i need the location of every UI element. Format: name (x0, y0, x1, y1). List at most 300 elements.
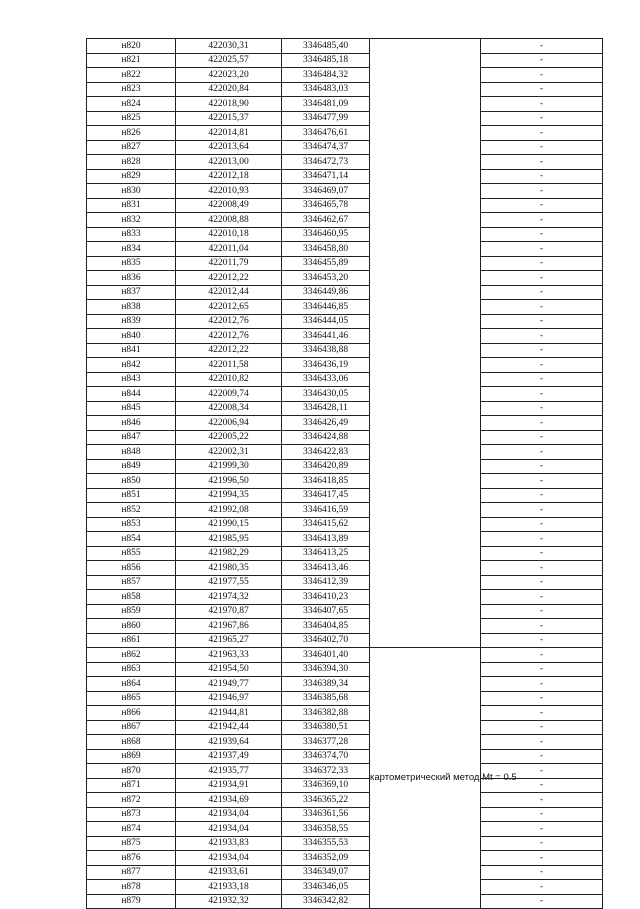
note-cell: - (481, 416, 603, 431)
table-row (87, 691, 603, 706)
table-row (87, 445, 603, 460)
note-cell: - (481, 314, 603, 329)
note-cell: - (481, 169, 603, 184)
y-coordinate-cell: 3346369,10 (282, 778, 370, 793)
table-row (87, 155, 603, 170)
point-name-cell: н864 (87, 677, 176, 692)
point-name-cell: н878 (87, 880, 176, 895)
y-coordinate-cell: 3346418,85 (282, 474, 370, 489)
y-coordinate-cell: 3346420,89 (282, 459, 370, 474)
x-coordinate-cell: 422008,88 (176, 213, 282, 228)
x-coordinate-cell: 422020,84 (176, 82, 282, 97)
x-coordinate-cell: 422012,18 (176, 169, 282, 184)
table-row (87, 329, 603, 344)
y-coordinate-cell: 3346455,89 (282, 256, 370, 271)
table-row (87, 111, 603, 126)
table-row (87, 720, 603, 735)
y-coordinate-cell: 3346444,05 (282, 314, 370, 329)
note-cell: - (481, 706, 603, 721)
x-coordinate-cell: 421934,91 (176, 778, 282, 793)
x-coordinate-cell: 421942,44 (176, 720, 282, 735)
x-coordinate-cell: 422011,58 (176, 358, 282, 373)
x-coordinate-cell: 422013,00 (176, 155, 282, 170)
point-name-cell: н876 (87, 851, 176, 866)
y-coordinate-cell: 3346380,51 (282, 720, 370, 735)
point-name-cell: н833 (87, 227, 176, 242)
y-coordinate-cell: 3346430,05 (282, 387, 370, 402)
x-coordinate-cell: 421954,50 (176, 662, 282, 677)
note-cell: - (481, 865, 603, 880)
table-row (87, 561, 603, 576)
y-coordinate-cell: 3346382,88 (282, 706, 370, 721)
y-coordinate-cell: 3346477,99 (282, 111, 370, 126)
point-name-cell: н858 (87, 590, 176, 605)
note-cell: - (481, 213, 603, 228)
note-cell: - (481, 343, 603, 358)
note-cell: - (481, 633, 603, 648)
table-row (87, 140, 603, 155)
table-row (87, 648, 603, 663)
point-name-cell: н839 (87, 314, 176, 329)
point-name-cell: н871 (87, 778, 176, 793)
table-row (87, 735, 603, 750)
table-row (87, 503, 603, 518)
note-cell: - (481, 822, 603, 837)
note-cell: - (481, 778, 603, 793)
point-name-cell: н843 (87, 372, 176, 387)
table-row (87, 575, 603, 590)
y-coordinate-cell: 3346358,55 (282, 822, 370, 837)
note-cell: - (481, 155, 603, 170)
point-name-cell: н837 (87, 285, 176, 300)
y-coordinate-cell: 3346422,83 (282, 445, 370, 460)
y-coordinate-cell: 3346485,18 (282, 53, 370, 68)
note-cell: - (481, 720, 603, 735)
note-cell: - (481, 894, 603, 909)
y-coordinate-cell: 3346474,37 (282, 140, 370, 155)
point-name-cell: н847 (87, 430, 176, 445)
note-cell: - (481, 445, 603, 460)
y-coordinate-cell: 3346428,11 (282, 401, 370, 416)
y-coordinate-cell: 3346426,49 (282, 416, 370, 431)
x-coordinate-cell: 421934,69 (176, 793, 282, 808)
y-coordinate-cell: 3346424,88 (282, 430, 370, 445)
table-row (87, 169, 603, 184)
y-coordinate-cell: 3346372,33 (282, 764, 370, 779)
point-name-cell: н862 (87, 648, 176, 663)
note-cell: - (481, 329, 603, 344)
point-name-cell: н853 (87, 517, 176, 532)
table-row (87, 793, 603, 808)
point-name-cell: н846 (87, 416, 176, 431)
x-coordinate-cell: 422013,64 (176, 140, 282, 155)
point-name-cell: н824 (87, 97, 176, 112)
point-name-cell: н859 (87, 604, 176, 619)
point-name-cell: н836 (87, 271, 176, 286)
note-cell: - (481, 532, 603, 547)
note-cell: - (481, 880, 603, 895)
point-name-cell: н855 (87, 546, 176, 561)
x-coordinate-cell: 421999,30 (176, 459, 282, 474)
table-row (87, 590, 603, 605)
note-cell: - (481, 242, 603, 257)
y-coordinate-cell: 3346438,88 (282, 343, 370, 358)
y-coordinate-cell: 3346462,67 (282, 213, 370, 228)
table-row (87, 836, 603, 851)
point-name-cell: н827 (87, 140, 176, 155)
x-coordinate-cell: 421970,87 (176, 604, 282, 619)
note-cell: - (481, 430, 603, 445)
point-name-cell: н866 (87, 706, 176, 721)
point-name-cell: н868 (87, 735, 176, 750)
y-coordinate-cell: 3346465,78 (282, 198, 370, 213)
x-coordinate-cell: 421990,15 (176, 517, 282, 532)
point-name-cell: н823 (87, 82, 176, 97)
table-row (87, 851, 603, 866)
x-coordinate-cell: 422030,31 (176, 39, 282, 54)
note-cell: - (481, 53, 603, 68)
table-row (87, 706, 603, 721)
note-cell: - (481, 604, 603, 619)
y-coordinate-cell: 3346413,89 (282, 532, 370, 547)
note-cell: - (481, 793, 603, 808)
table-row (87, 271, 603, 286)
y-coordinate-cell: 3346472,73 (282, 155, 370, 170)
y-coordinate-cell: 3346385,68 (282, 691, 370, 706)
point-name-cell: н832 (87, 213, 176, 228)
table-row (87, 213, 603, 228)
note-cell: - (481, 126, 603, 141)
point-name-cell: н875 (87, 836, 176, 851)
x-coordinate-cell: 421935,77 (176, 764, 282, 779)
table-row (87, 807, 603, 822)
x-coordinate-cell: 422010,93 (176, 184, 282, 199)
x-coordinate-cell: 421933,18 (176, 880, 282, 895)
x-coordinate-cell: 421934,04 (176, 807, 282, 822)
table-row (87, 749, 603, 764)
y-coordinate-cell: 3346402,70 (282, 633, 370, 648)
point-name-cell: н831 (87, 198, 176, 213)
table-row (87, 604, 603, 619)
note-cell: - (481, 590, 603, 605)
x-coordinate-cell: 422011,04 (176, 242, 282, 257)
table-row (87, 865, 603, 880)
y-coordinate-cell: 3346355,53 (282, 836, 370, 851)
table-row (87, 401, 603, 416)
y-coordinate-cell: 3346453,20 (282, 271, 370, 286)
x-coordinate-cell: 422025,57 (176, 53, 282, 68)
x-coordinate-cell: 422008,34 (176, 401, 282, 416)
point-name-cell: н865 (87, 691, 176, 706)
point-name-cell: н867 (87, 720, 176, 735)
y-coordinate-cell: 3346413,46 (282, 561, 370, 576)
note-cell: - (481, 198, 603, 213)
note-cell: - (481, 836, 603, 851)
y-coordinate-cell: 3346342,82 (282, 894, 370, 909)
table-row (87, 184, 603, 199)
table-row (87, 242, 603, 257)
point-name-cell: н857 (87, 575, 176, 590)
x-coordinate-cell: 422012,22 (176, 271, 282, 286)
table-row (87, 532, 603, 547)
y-coordinate-cell: 3346374,70 (282, 749, 370, 764)
y-coordinate-cell: 3346436,19 (282, 358, 370, 373)
note-cell: - (481, 184, 603, 199)
y-coordinate-cell: 3346483,03 (282, 82, 370, 97)
point-name-cell: н852 (87, 503, 176, 518)
y-coordinate-cell: 3346471,14 (282, 169, 370, 184)
y-coordinate-cell: 3346446,85 (282, 300, 370, 315)
note-cell: - (481, 807, 603, 822)
x-coordinate-cell: 422005,22 (176, 430, 282, 445)
note-cell: - (481, 619, 603, 634)
point-name-cell: н842 (87, 358, 176, 373)
point-name-cell: н821 (87, 53, 176, 68)
note-cell: - (481, 561, 603, 576)
table-row (87, 488, 603, 503)
x-coordinate-cell: 421932,32 (176, 894, 282, 909)
point-name-cell: н874 (87, 822, 176, 837)
x-coordinate-cell: 422006,94 (176, 416, 282, 431)
point-name-cell: н851 (87, 488, 176, 503)
y-coordinate-cell: 3346441,46 (282, 329, 370, 344)
table-row (87, 97, 603, 112)
table-row (87, 764, 603, 779)
x-coordinate-cell: 421946,97 (176, 691, 282, 706)
table-row (87, 227, 603, 242)
point-name-cell: н870 (87, 764, 176, 779)
note-cell: - (481, 488, 603, 503)
point-name-cell: н848 (87, 445, 176, 460)
point-name-cell: н840 (87, 329, 176, 344)
table-row (87, 546, 603, 561)
point-name-cell: н835 (87, 256, 176, 271)
x-coordinate-cell: 422010,18 (176, 227, 282, 242)
x-coordinate-cell: 422011,79 (176, 256, 282, 271)
point-name-cell: н826 (87, 126, 176, 141)
y-coordinate-cell: 3346401,40 (282, 648, 370, 663)
y-coordinate-cell: 3346433,06 (282, 372, 370, 387)
note-cell: - (481, 401, 603, 416)
table-row (87, 459, 603, 474)
coordinates-table-body (87, 39, 603, 909)
y-coordinate-cell: 3346485,40 (282, 39, 370, 54)
point-name-cell: н856 (87, 561, 176, 576)
table-row (87, 68, 603, 83)
note-cell: - (481, 271, 603, 286)
note-cell: - (481, 691, 603, 706)
x-coordinate-cell: 421996,50 (176, 474, 282, 489)
y-coordinate-cell: 3346394,30 (282, 662, 370, 677)
x-coordinate-cell: 421974,32 (176, 590, 282, 605)
x-coordinate-cell: 421944,81 (176, 706, 282, 721)
x-coordinate-cell: 421994,35 (176, 488, 282, 503)
table-row (87, 474, 603, 489)
point-name-cell: н850 (87, 474, 176, 489)
y-coordinate-cell: 3346417,45 (282, 488, 370, 503)
table-row (87, 256, 603, 271)
note-cell: - (481, 97, 603, 112)
x-coordinate-cell: 422012,22 (176, 343, 282, 358)
x-coordinate-cell: 422012,65 (176, 300, 282, 315)
x-coordinate-cell: 421933,61 (176, 865, 282, 880)
y-coordinate-cell: 3346404,85 (282, 619, 370, 634)
y-coordinate-cell: 3346407,65 (282, 604, 370, 619)
x-coordinate-cell: 422012,76 (176, 314, 282, 329)
x-coordinate-cell: 422012,44 (176, 285, 282, 300)
y-coordinate-cell: 3346481,09 (282, 97, 370, 112)
note-cell: - (481, 372, 603, 387)
point-name-cell: н841 (87, 343, 176, 358)
point-name-cell: н863 (87, 662, 176, 677)
y-coordinate-cell: 3346413,25 (282, 546, 370, 561)
note-cell: - (481, 300, 603, 315)
y-coordinate-cell: 3346469,07 (282, 184, 370, 199)
note-cell: - (481, 39, 603, 54)
x-coordinate-cell: 422015,37 (176, 111, 282, 126)
y-coordinate-cell: 3346460,95 (282, 227, 370, 242)
point-name-cell: н820 (87, 39, 176, 54)
point-name-cell: н879 (87, 894, 176, 909)
point-name-cell: н873 (87, 807, 176, 822)
table-row (87, 53, 603, 68)
y-coordinate-cell: 3346410,23 (282, 590, 370, 605)
note-cell: - (481, 662, 603, 677)
note-cell: - (481, 285, 603, 300)
x-coordinate-cell: 421933,83 (176, 836, 282, 851)
note-cell: - (481, 68, 603, 83)
x-coordinate-cell: 421977,55 (176, 575, 282, 590)
table-row (87, 300, 603, 315)
x-coordinate-cell: 422010,82 (176, 372, 282, 387)
y-coordinate-cell: 3346361,56 (282, 807, 370, 822)
note-cell: - (481, 474, 603, 489)
x-coordinate-cell: 421967,86 (176, 619, 282, 634)
note-cell: - (481, 227, 603, 242)
point-name-cell: н845 (87, 401, 176, 416)
note-cell: - (481, 517, 603, 532)
table-row (87, 880, 603, 895)
point-name-cell: н838 (87, 300, 176, 315)
coordinates-table (86, 38, 603, 909)
x-coordinate-cell: 421939,64 (176, 735, 282, 750)
x-coordinate-cell: 422014,81 (176, 126, 282, 141)
point-name-cell: н844 (87, 387, 176, 402)
note-cell: - (481, 82, 603, 97)
table-row (87, 126, 603, 141)
x-coordinate-cell: 421982,29 (176, 546, 282, 561)
x-coordinate-cell: 421985,95 (176, 532, 282, 547)
table-row (87, 39, 603, 54)
point-name-cell: н849 (87, 459, 176, 474)
x-coordinate-cell: 422008,49 (176, 198, 282, 213)
y-coordinate-cell: 3346352,09 (282, 851, 370, 866)
note-cell: - (481, 546, 603, 561)
point-name-cell: н825 (87, 111, 176, 126)
table-row (87, 416, 603, 431)
table-row (87, 82, 603, 97)
note-cell: - (481, 358, 603, 373)
method-cell: картометрический метод Mt = 0.5 (370, 648, 481, 909)
y-coordinate-cell: 3346349,07 (282, 865, 370, 880)
y-coordinate-cell: 3346377,28 (282, 735, 370, 750)
y-coordinate-cell: 3346476,61 (282, 126, 370, 141)
table-row (87, 517, 603, 532)
x-coordinate-cell: 422018,90 (176, 97, 282, 112)
x-coordinate-cell: 421965,27 (176, 633, 282, 648)
point-name-cell: н829 (87, 169, 176, 184)
y-coordinate-cell: 3346412,39 (282, 575, 370, 590)
x-coordinate-cell: 421992,08 (176, 503, 282, 518)
table-row (87, 372, 603, 387)
x-coordinate-cell: 421963,33 (176, 648, 282, 663)
y-coordinate-cell: 3346484,32 (282, 68, 370, 83)
table-row (87, 662, 603, 677)
x-coordinate-cell: 422023,20 (176, 68, 282, 83)
x-coordinate-cell: 421934,04 (176, 851, 282, 866)
table-row (87, 314, 603, 329)
point-name-cell: н869 (87, 749, 176, 764)
point-name-cell: н872 (87, 793, 176, 808)
y-coordinate-cell: 3346449,86 (282, 285, 370, 300)
y-coordinate-cell: 3346416,59 (282, 503, 370, 518)
table-row (87, 822, 603, 837)
x-coordinate-cell: 422009,74 (176, 387, 282, 402)
y-coordinate-cell: 3346389,34 (282, 677, 370, 692)
note-cell: - (481, 648, 603, 663)
point-name-cell: н861 (87, 633, 176, 648)
note-cell: - (481, 749, 603, 764)
x-coordinate-cell: 421937,49 (176, 749, 282, 764)
note-cell: - (481, 735, 603, 750)
note-cell: - (481, 111, 603, 126)
table-row (87, 430, 603, 445)
note-cell: - (481, 140, 603, 155)
note-cell: - (481, 851, 603, 866)
note-cell: - (481, 677, 603, 692)
x-coordinate-cell: 421949,77 (176, 677, 282, 692)
note-cell: - (481, 256, 603, 271)
point-name-cell: н834 (87, 242, 176, 257)
table-row (87, 198, 603, 213)
note-cell: - (481, 503, 603, 518)
x-coordinate-cell: 422012,76 (176, 329, 282, 344)
table-row (87, 633, 603, 648)
table-row (87, 387, 603, 402)
table-row (87, 778, 603, 793)
point-name-cell: н860 (87, 619, 176, 634)
table-row (87, 343, 603, 358)
point-name-cell: н828 (87, 155, 176, 170)
point-name-cell: н822 (87, 68, 176, 83)
table-row (87, 285, 603, 300)
method-cell (370, 39, 481, 648)
note-cell: - (481, 575, 603, 590)
point-name-cell: н854 (87, 532, 176, 547)
note-cell: - (481, 459, 603, 474)
table-row (87, 677, 603, 692)
y-coordinate-cell: 3346346,05 (282, 880, 370, 895)
table-row (87, 358, 603, 373)
x-coordinate-cell: 422002,31 (176, 445, 282, 460)
table-row (87, 894, 603, 909)
table-row (87, 619, 603, 634)
y-coordinate-cell: 3346415,62 (282, 517, 370, 532)
note-cell: - (481, 387, 603, 402)
point-name-cell: н877 (87, 865, 176, 880)
note-cell: - (481, 764, 603, 779)
point-name-cell: н830 (87, 184, 176, 199)
